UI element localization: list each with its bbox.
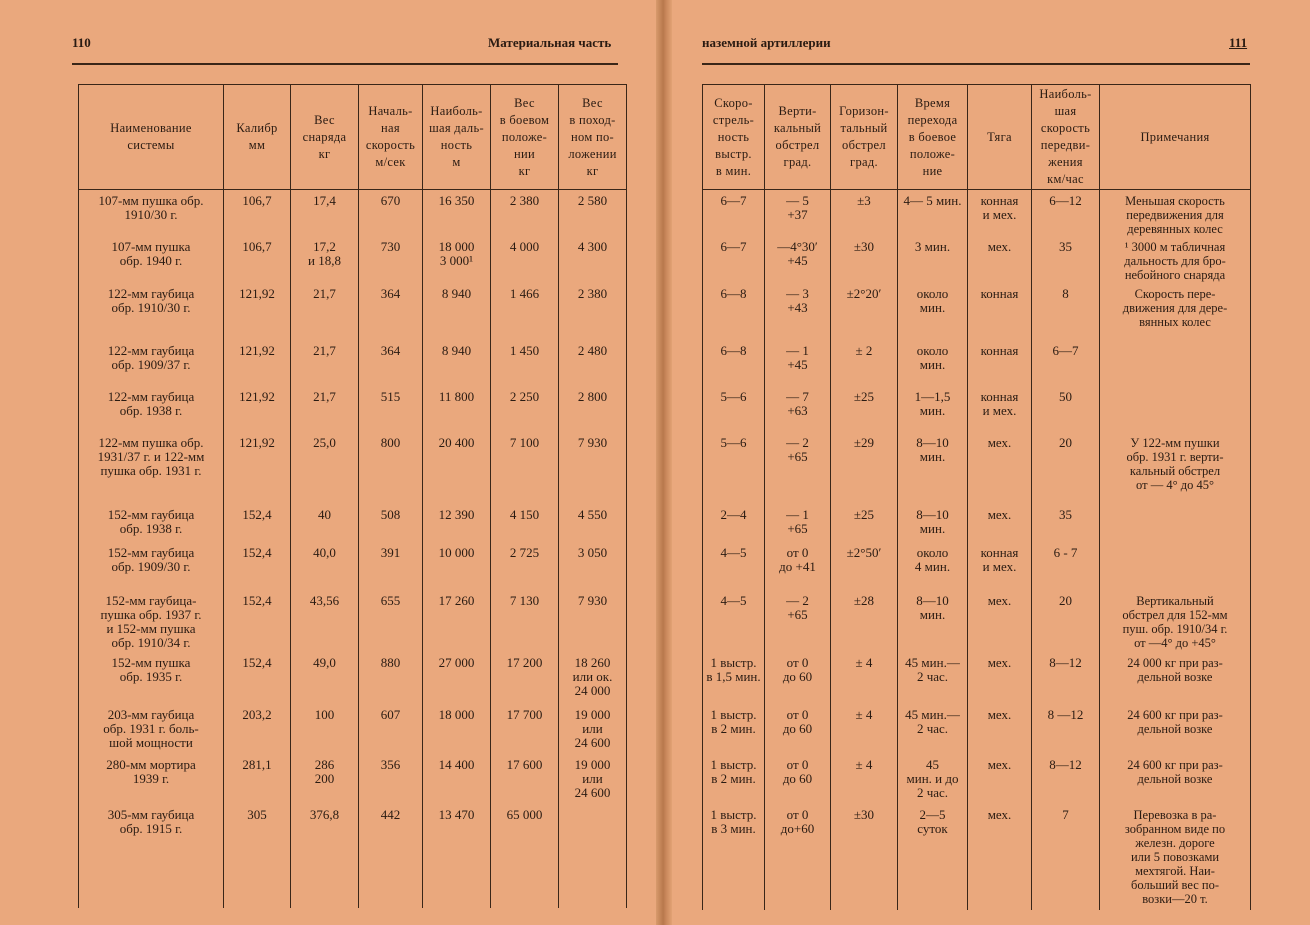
- left-col-header-5: Наиболь- шая даль- ность м: [423, 85, 491, 190]
- max-speed-cell: 6 - 7: [1032, 542, 1100, 590]
- right-col-header-6: Наиболь- шая скорость передви- жения км/час: [1032, 85, 1100, 190]
- caliber-cell: 152,4: [224, 542, 291, 590]
- traction-cell: мех.: [968, 704, 1032, 754]
- note-cell: 24 600 кг при раз- дельной возке: [1100, 704, 1251, 754]
- table-row: [79, 652, 627, 704]
- caliber-cell: 121,92: [224, 283, 291, 340]
- traction-cell: мех.: [968, 590, 1032, 652]
- velocity-cell: 800: [359, 432, 423, 504]
- note-cell: Перевозка в ра- зобранном виде по железн. дороге или 5 повозками мехтягой. Наи- больший вес по- возки—20 т.: [1100, 804, 1251, 906]
- traction-cell: конная: [968, 283, 1032, 340]
- caliber-cell: 121,92: [224, 432, 291, 504]
- left-col-header-6: Вес в боевом положе- нии кг: [491, 85, 559, 190]
- velocity-cell: 670: [359, 190, 423, 236]
- shell-weight-cell: 17,2 и 18,8: [291, 236, 359, 283]
- range-cell: 16 350: [423, 190, 491, 236]
- shell-weight-cell: 17,4: [291, 190, 359, 236]
- horizontal-traverse-cell: ±28: [831, 590, 898, 652]
- travel-weight-cell: 2 480: [559, 340, 627, 386]
- deploy-time-cell: 45 мин. и до 2 час.: [898, 754, 968, 804]
- shell-weight-cell: 376,8: [291, 804, 359, 904]
- note-cell: Скорость пере- движения для дере- вянных колес: [1100, 283, 1251, 340]
- shell-weight-cell: 25,0: [291, 432, 359, 504]
- deploy-time-cell: 2—5 суток: [898, 804, 968, 906]
- range-cell: 13 470: [423, 804, 491, 904]
- deploy-time-cell: около мин.: [898, 283, 968, 340]
- deploy-time-cell: 8—10 мин.: [898, 432, 968, 504]
- left-page-number: 110: [72, 35, 91, 50]
- velocity-cell: 442: [359, 804, 423, 904]
- horizontal-traverse-cell: ± 4: [831, 652, 898, 704]
- rate-of-fire-cell: 5—6: [703, 432, 765, 504]
- combat-weight-cell: 4 000: [491, 236, 559, 283]
- rate-of-fire-cell: 1 выстр. в 3 мин.: [703, 804, 765, 906]
- caliber-cell: 152,4: [224, 652, 291, 704]
- system-name: 122-мм гаубица обр. 1909/37 г.: [79, 340, 224, 386]
- travel-weight-cell: 2 800: [559, 386, 627, 432]
- deploy-time-cell: 4— 5 мин.: [898, 190, 968, 237]
- left-head-rule: [72, 63, 618, 65]
- horizontal-traverse-cell: ± 4: [831, 704, 898, 754]
- max-speed-cell: 35: [1032, 504, 1100, 542]
- traction-cell: конная: [968, 340, 1032, 386]
- velocity-cell: 364: [359, 340, 423, 386]
- travel-weight-cell: 7 930: [559, 432, 627, 504]
- horizontal-traverse-cell: ±25: [831, 504, 898, 542]
- velocity-cell: 356: [359, 754, 423, 804]
- table-row: [703, 652, 1251, 704]
- filler-cell: [831, 906, 898, 910]
- filler-cell: [968, 906, 1032, 910]
- note-cell: [1100, 386, 1251, 432]
- table-filler-row: [79, 904, 627, 908]
- combat-weight-cell: 1 466: [491, 283, 559, 340]
- system-name: 203-мм гаубица обр. 1931 г. боль- шой мощности: [79, 704, 224, 754]
- vertical-traverse-cell: — 2 +65: [765, 590, 831, 652]
- range-cell: 10 000: [423, 542, 491, 590]
- table-row: [79, 386, 627, 432]
- table-row: [703, 804, 1251, 906]
- shell-weight-cell: 43,56: [291, 590, 359, 652]
- horizontal-traverse-cell: ±2°20′: [831, 283, 898, 340]
- vertical-traverse-cell: — 7 +63: [765, 386, 831, 432]
- horizontal-traverse-cell: ±30: [831, 804, 898, 906]
- traction-cell: мех.: [968, 754, 1032, 804]
- combat-weight-cell: 1 450: [491, 340, 559, 386]
- table-row: [79, 754, 627, 804]
- shell-weight-cell: 21,7: [291, 283, 359, 340]
- traction-cell: конная и мех.: [968, 386, 1032, 432]
- rate-of-fire-cell: 4—5: [703, 590, 765, 652]
- travel-weight-cell: [559, 804, 627, 904]
- max-speed-cell: 6—7: [1032, 340, 1100, 386]
- max-speed-cell: 35: [1032, 236, 1100, 283]
- system-name: 305-мм гаубица обр. 1915 г.: [79, 804, 224, 904]
- rate-of-fire-cell: 6—8: [703, 283, 765, 340]
- caliber-cell: 121,92: [224, 340, 291, 386]
- filler-cell: [224, 904, 291, 908]
- right-running-head: наземной артиллерии: [702, 35, 831, 50]
- traction-cell: конная и мех.: [968, 542, 1032, 590]
- velocity-cell: 391: [359, 542, 423, 590]
- system-name: 152-мм пушка обр. 1935 г.: [79, 652, 224, 704]
- max-speed-cell: 8—12: [1032, 754, 1100, 804]
- shell-weight-cell: 21,7: [291, 340, 359, 386]
- note-cell: [1100, 542, 1251, 590]
- left-col-header-2: Калибр мм: [224, 85, 291, 190]
- table-filler-row: [703, 906, 1251, 910]
- note-cell: 24 600 кг при раз- дельной возке: [1100, 754, 1251, 804]
- traction-cell: мех.: [968, 236, 1032, 283]
- left-col-header-3: Вес снаряда кг: [291, 85, 359, 190]
- combat-weight-cell: 2 725: [491, 542, 559, 590]
- book-gutter: [656, 0, 672, 925]
- velocity-cell: 607: [359, 704, 423, 754]
- deploy-time-cell: 45 мин.— 2 час.: [898, 652, 968, 704]
- vertical-traverse-cell: от 0 до +41: [765, 542, 831, 590]
- system-name: 280-мм мортира 1939 г.: [79, 754, 224, 804]
- table-row: [703, 504, 1251, 542]
- caliber-cell: 106,7: [224, 190, 291, 236]
- shell-weight-cell: 100: [291, 704, 359, 754]
- range-cell: 8 940: [423, 340, 491, 386]
- table-row: [79, 504, 627, 542]
- note-cell: Меньшая скорость передвижения для деревянных колес: [1100, 190, 1251, 237]
- table-row: [79, 236, 627, 283]
- max-speed-cell: 20: [1032, 590, 1100, 652]
- shell-weight-cell: 286 200: [291, 754, 359, 804]
- right-col-header-4: Время перехода в боевое положе- ние: [898, 85, 968, 190]
- rate-of-fire-cell: 6—8: [703, 340, 765, 386]
- vertical-traverse-cell: — 1 +65: [765, 504, 831, 542]
- combat-weight-cell: 2 380: [491, 190, 559, 236]
- left-col-header-4: Началь- ная скорость м/сек: [359, 85, 423, 190]
- system-name: 107-мм пушка обр. 1910/30 г.: [79, 190, 224, 236]
- filler-cell: [898, 906, 968, 910]
- table-row: [79, 432, 627, 504]
- filler-cell: [423, 904, 491, 908]
- note-cell: 24 000 кг при раз- дельной возке: [1100, 652, 1251, 704]
- left-col-header-7: Вес в поход- ном по- ложении кг: [559, 85, 627, 190]
- velocity-cell: 655: [359, 590, 423, 652]
- vertical-traverse-cell: от 0 до 60: [765, 754, 831, 804]
- max-speed-cell: 20: [1032, 432, 1100, 504]
- deploy-time-cell: 8—10 мин.: [898, 504, 968, 542]
- caliber-cell: 106,7: [224, 236, 291, 283]
- combat-weight-cell: 17 700: [491, 704, 559, 754]
- right-head-rule: [702, 63, 1250, 65]
- system-name: 152-мм гаубица обр. 1938 г.: [79, 504, 224, 542]
- table-row: [703, 590, 1251, 652]
- vertical-traverse-cell: от 0 до+60: [765, 804, 831, 906]
- table-row: [79, 704, 627, 754]
- left-running-head: Материальная часть: [488, 35, 612, 50]
- max-speed-cell: 6—12: [1032, 190, 1100, 237]
- max-speed-cell: 50: [1032, 386, 1100, 432]
- shell-weight-cell: 49,0: [291, 652, 359, 704]
- filler-cell: [79, 904, 224, 908]
- velocity-cell: 880: [359, 652, 423, 704]
- caliber-cell: 152,4: [224, 504, 291, 542]
- rate-of-fire-cell: 1 выстр. в 2 мин.: [703, 754, 765, 804]
- deploy-time-cell: 45 мин.— 2 час.: [898, 704, 968, 754]
- right-col-header-2: Верти- кальный обстрел град.: [765, 85, 831, 190]
- vertical-traverse-cell: — 3 +43: [765, 283, 831, 340]
- right-col-header-7: Примечания: [1100, 85, 1251, 190]
- traction-cell: мех.: [968, 804, 1032, 906]
- combat-weight-cell: 2 250: [491, 386, 559, 432]
- combat-weight-cell: 65 000: [491, 804, 559, 904]
- filler-cell: [765, 906, 831, 910]
- deploy-time-cell: около мин.: [898, 340, 968, 386]
- range-cell: 18 000 3 000¹: [423, 236, 491, 283]
- range-cell: 14 400: [423, 754, 491, 804]
- combat-weight-cell: 7 100: [491, 432, 559, 504]
- rate-of-fire-cell: 5—6: [703, 386, 765, 432]
- horizontal-traverse-cell: ±2°50′: [831, 542, 898, 590]
- horizontal-traverse-cell: ±3: [831, 190, 898, 237]
- vertical-traverse-cell: — 5 +37: [765, 190, 831, 237]
- velocity-cell: 364: [359, 283, 423, 340]
- range-cell: 27 000: [423, 652, 491, 704]
- filler-cell: [291, 904, 359, 908]
- system-name: 107-мм пушка обр. 1940 г.: [79, 236, 224, 283]
- table-row: [703, 340, 1251, 386]
- deploy-time-cell: 8—10 мин.: [898, 590, 968, 652]
- system-name: 152-мм гаубица обр. 1909/30 г.: [79, 542, 224, 590]
- note-cell: У 122-мм пушки обр. 1931 г. верти- кальный обстрел от — 4° до 45°: [1100, 432, 1251, 504]
- vertical-traverse-cell: от 0 до 60: [765, 652, 831, 704]
- travel-weight-cell: 2 380: [559, 283, 627, 340]
- range-cell: 18 000: [423, 704, 491, 754]
- right-artillery-table: [702, 84, 1251, 910]
- table-row: [79, 590, 627, 652]
- max-speed-cell: 8—12: [1032, 652, 1100, 704]
- deploy-time-cell: 3 мин.: [898, 236, 968, 283]
- table-row: [703, 754, 1251, 804]
- travel-weight-cell: 19 000 или 24 600: [559, 754, 627, 804]
- traction-cell: мех.: [968, 504, 1032, 542]
- combat-weight-cell: 4 150: [491, 504, 559, 542]
- vertical-traverse-cell: от 0 до 60: [765, 704, 831, 754]
- deploy-time-cell: 1—1,5 мин.: [898, 386, 968, 432]
- travel-weight-cell: 18 260 или ок. 24 000: [559, 652, 627, 704]
- deploy-time-cell: около 4 мин.: [898, 542, 968, 590]
- travel-weight-cell: 19 000 или 24 600: [559, 704, 627, 754]
- velocity-cell: 730: [359, 236, 423, 283]
- caliber-cell: 152,4: [224, 590, 291, 652]
- max-speed-cell: 8 —12: [1032, 704, 1100, 754]
- travel-weight-cell: 4 300: [559, 236, 627, 283]
- caliber-cell: 305: [224, 804, 291, 904]
- table-row: [79, 542, 627, 590]
- travel-weight-cell: 3 050: [559, 542, 627, 590]
- note-cell: ¹ 3000 м табличная дальность для бро- небойного снаряда: [1100, 236, 1251, 283]
- horizontal-traverse-cell: ±25: [831, 386, 898, 432]
- left-artillery-table: [78, 84, 627, 908]
- range-cell: 20 400: [423, 432, 491, 504]
- combat-weight-cell: 17 200: [491, 652, 559, 704]
- range-cell: 17 260: [423, 590, 491, 652]
- velocity-cell: 515: [359, 386, 423, 432]
- travel-weight-cell: 7 930: [559, 590, 627, 652]
- note-cell: Вертикальный обстрел для 152-мм пуш. обр. 1910/34 г. от —4° до +45°: [1100, 590, 1251, 652]
- table-row: [703, 386, 1251, 432]
- rate-of-fire-cell: 1 выстр. в 2 мин.: [703, 704, 765, 754]
- shell-weight-cell: 21,7: [291, 386, 359, 432]
- vertical-traverse-cell: — 1 +45: [765, 340, 831, 386]
- caliber-cell: 121,92: [224, 386, 291, 432]
- travel-weight-cell: 4 550: [559, 504, 627, 542]
- right-page-number: 111: [1229, 35, 1248, 50]
- combat-weight-cell: 7 130: [491, 590, 559, 652]
- range-cell: 12 390: [423, 504, 491, 542]
- table-row: [79, 340, 627, 386]
- rate-of-fire-cell: 4—5: [703, 542, 765, 590]
- system-name: 122-мм пушка обр. 1931/37 г. и 122-мм пушка обр. 1931 г.: [79, 432, 224, 504]
- velocity-cell: 508: [359, 504, 423, 542]
- table-row: [703, 432, 1251, 504]
- rate-of-fire-cell: 6—7: [703, 190, 765, 237]
- system-name: 122-мм гаубица обр. 1910/30 г.: [79, 283, 224, 340]
- table-row: [79, 804, 627, 904]
- traction-cell: конная и мех.: [968, 190, 1032, 237]
- max-speed-cell: 8: [1032, 283, 1100, 340]
- right-col-header-5: Тяга: [968, 85, 1032, 190]
- left-col-header-1: Наименование системы: [79, 85, 224, 190]
- traction-cell: мех.: [968, 652, 1032, 704]
- note-cell: [1100, 340, 1251, 386]
- horizontal-traverse-cell: ±30: [831, 236, 898, 283]
- rate-of-fire-cell: 6—7: [703, 236, 765, 283]
- filler-cell: [491, 904, 559, 908]
- shell-weight-cell: 40,0: [291, 542, 359, 590]
- horizontal-traverse-cell: ± 4: [831, 754, 898, 804]
- max-speed-cell: 7: [1032, 804, 1100, 906]
- rate-of-fire-cell: 1 выстр. в 1,5 мин.: [703, 652, 765, 704]
- traction-cell: мех.: [968, 432, 1032, 504]
- combat-weight-cell: 17 600: [491, 754, 559, 804]
- caliber-cell: 281,1: [224, 754, 291, 804]
- caliber-cell: 203,2: [224, 704, 291, 754]
- table-row: [703, 704, 1251, 754]
- filler-cell: [1032, 906, 1100, 910]
- filler-cell: [559, 904, 627, 908]
- rate-of-fire-cell: 2—4: [703, 504, 765, 542]
- horizontal-traverse-cell: ±29: [831, 432, 898, 504]
- table-row: [703, 236, 1251, 283]
- vertical-traverse-cell: —4°30′ +45: [765, 236, 831, 283]
- filler-cell: [1100, 906, 1251, 910]
- right-col-header-1: Скоро- стрель- ность выстр. в мин.: [703, 85, 765, 190]
- table-row: [79, 190, 627, 236]
- table-row: [703, 542, 1251, 590]
- table-row: [703, 190, 1251, 237]
- filler-cell: [359, 904, 423, 908]
- table-row: [79, 283, 627, 340]
- table-row: [703, 283, 1251, 340]
- horizontal-traverse-cell: ± 2: [831, 340, 898, 386]
- system-name: 122-мм гаубица обр. 1938 г.: [79, 386, 224, 432]
- filler-cell: [703, 906, 765, 910]
- shell-weight-cell: 40: [291, 504, 359, 542]
- range-cell: 8 940: [423, 283, 491, 340]
- range-cell: 11 800: [423, 386, 491, 432]
- note-cell: [1100, 504, 1251, 542]
- vertical-traverse-cell: — 2 +65: [765, 432, 831, 504]
- system-name: 152-мм гаубица- пушка обр. 1937 г. и 152-мм пушка обр. 1910/34 г.: [79, 590, 224, 652]
- travel-weight-cell: 2 580: [559, 190, 627, 236]
- right-col-header-3: Горизон- тальный обстрел град.: [831, 85, 898, 190]
